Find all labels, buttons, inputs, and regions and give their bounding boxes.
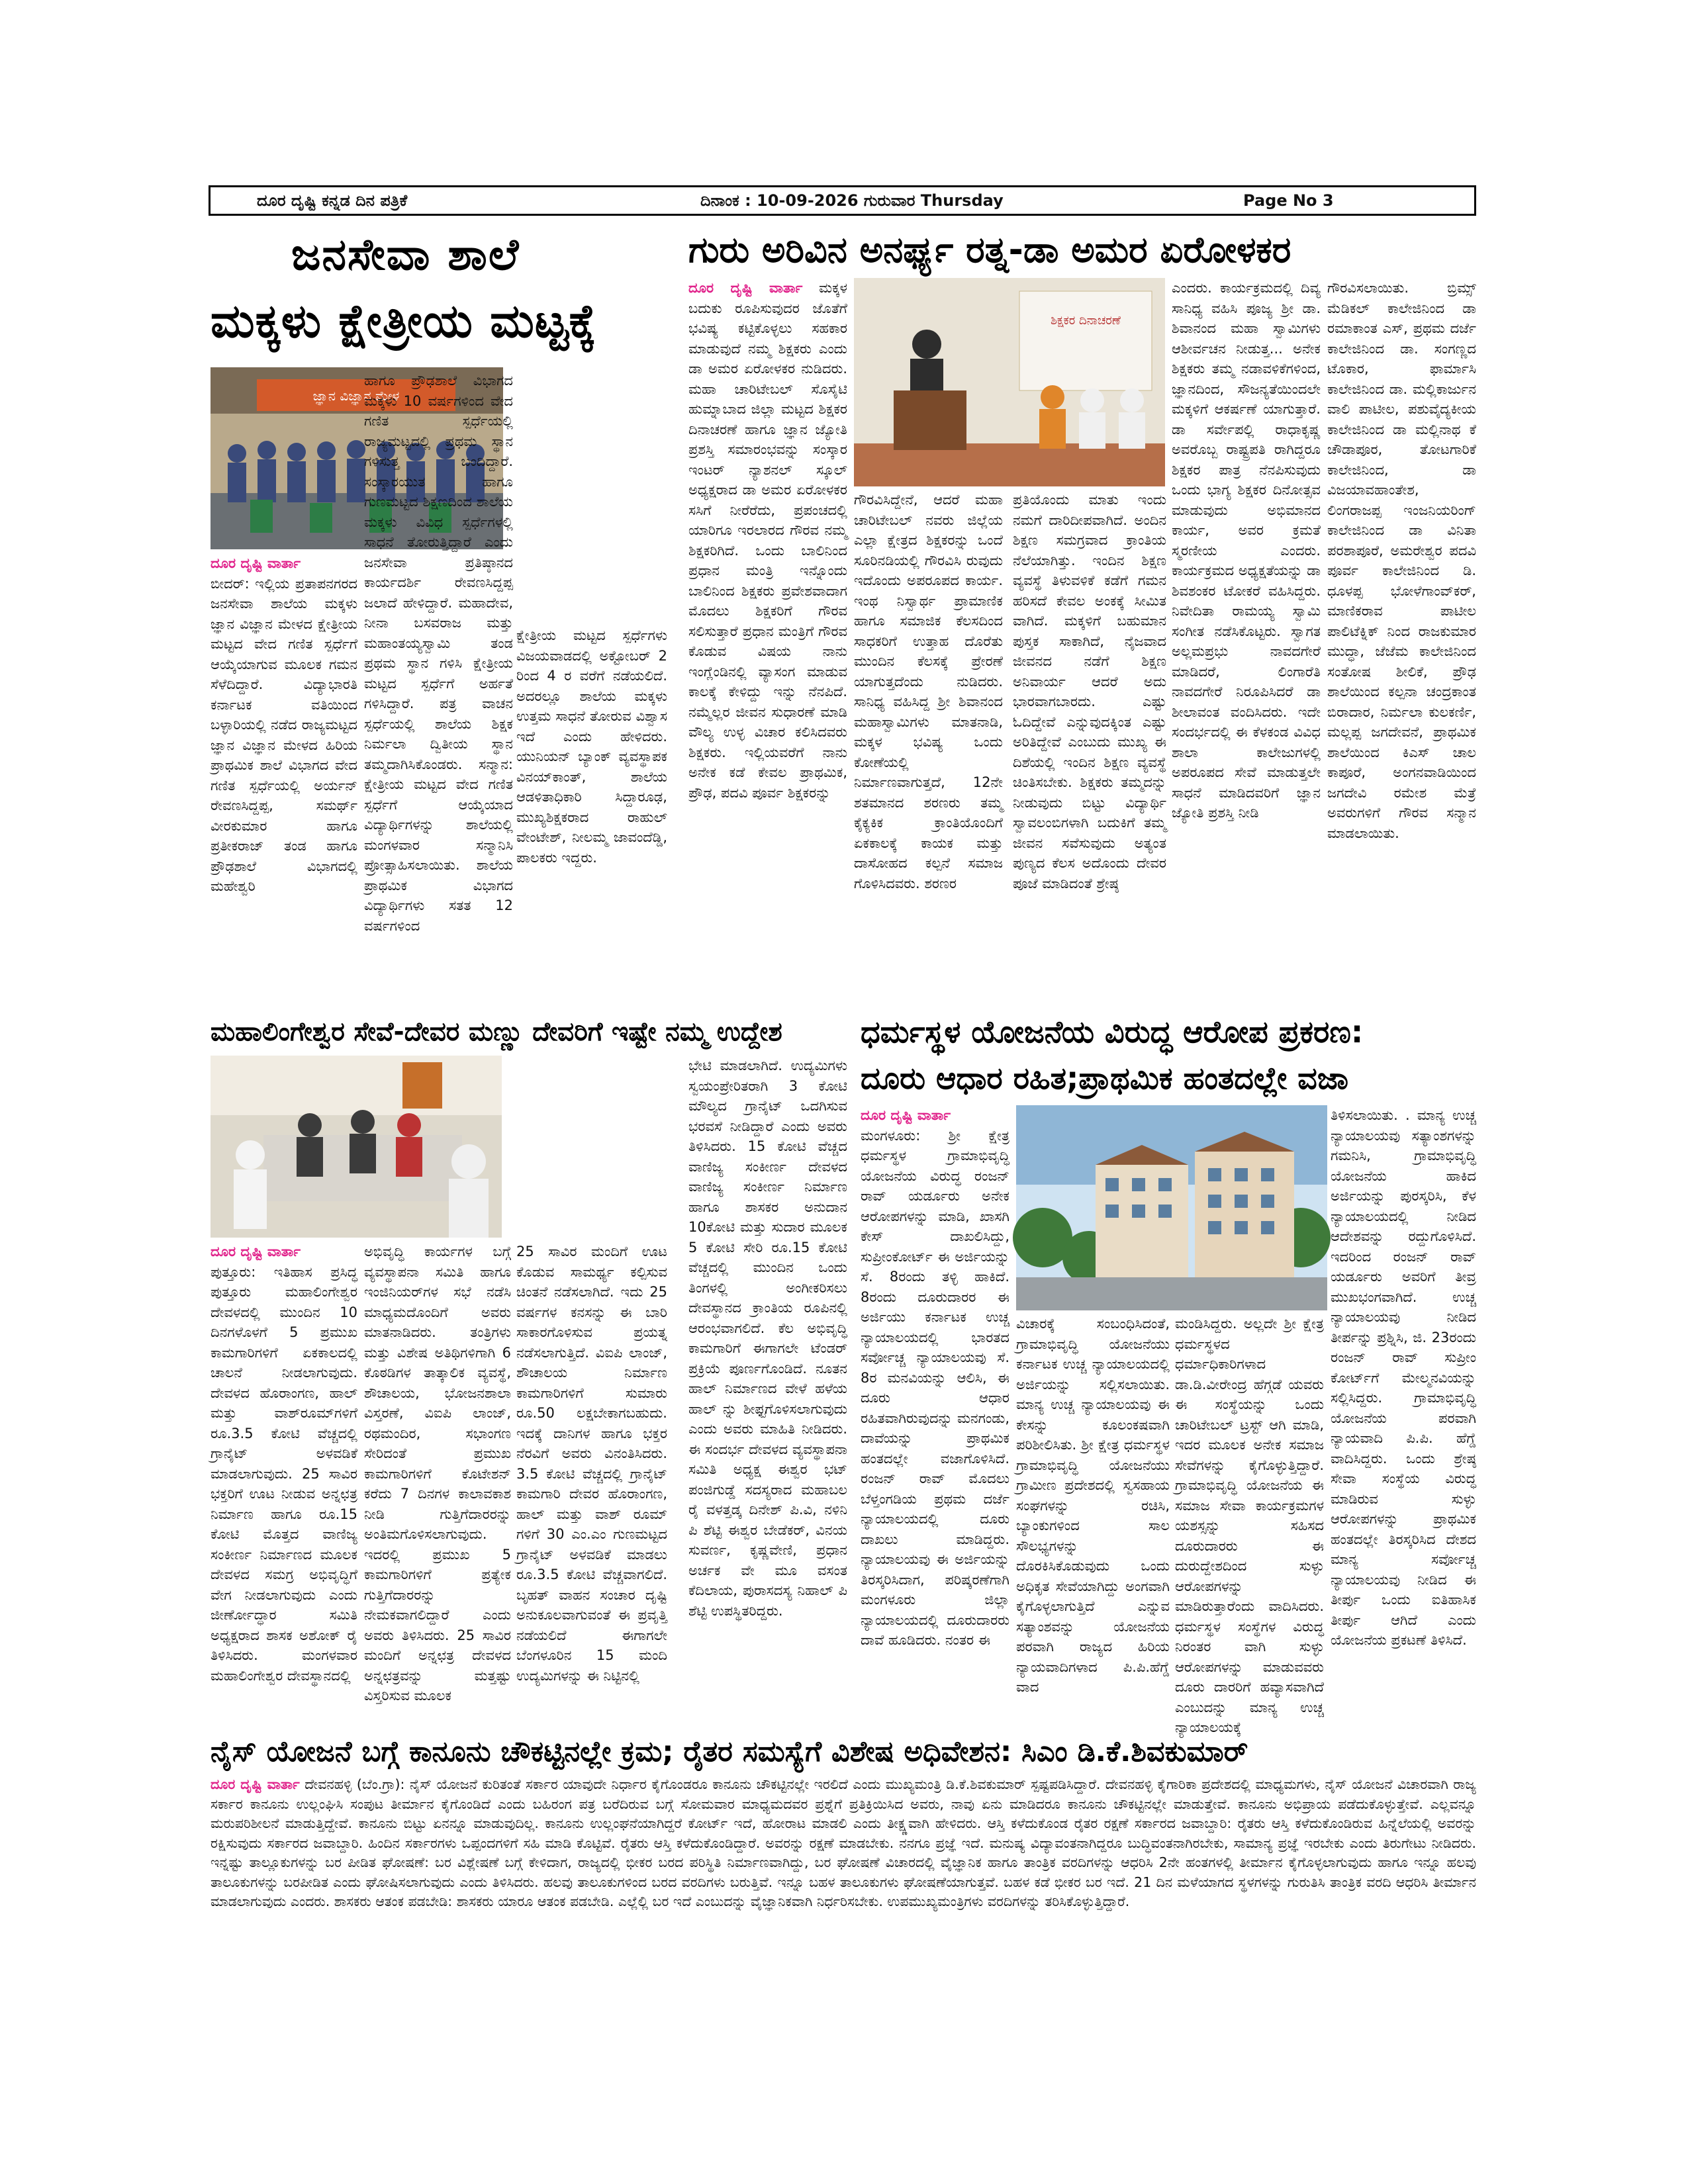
- story3-dateline: ದೂರ ದೃಷ್ಟಿ ವಾರ್ತಾ: [211, 1244, 301, 1259]
- story4-headline-line2: ದೂರು ಆಧಾರ ರಹಿತ;ಪ್ರಾಥಮಿಕ ಹಂತದಲ್ಲೇ ವಜಾ: [861, 1060, 1348, 1096]
- story3-headline: ಮಹಾಲಿಂಗೇಶ್ವರ ಸೇವೆ-ದೇವರ ಮಣ್ಣು ದೇವರಿಗೆ ಇಷ್ಟೇ ನಮ್ಮ ಉದ್ದೇಶ: [211, 1017, 782, 1047]
- story2-dateline: ದೂರ ದೃಷ್ಟಿ ವಾರ್ತಾ: [688, 280, 803, 296]
- story4-photo: [1016, 1105, 1327, 1310]
- story1-headline-line2: ಮಕ್ಕಳು ಕ್ಷೇತ್ರೀಯ ಮಟ್ಟಕ್ಕೆ: [211, 294, 597, 348]
- story1-col1: ದೂರ ದೃಷ್ಟಿ ವಾರ್ತಾ ಬೀದರ್: ಇಲ್ಲಿಯ ಪ್ರತಾಪನಗರದ ಜನಸೇವಾ ಶಾಲೆಯ ಮಕ್ಕಳು ಜ್ಞಾನ ವಿಜ್ಞಾನ ಮೇಳದ ಕ್ಷೇತ್ರೀಯ ಮಟ್ಟದ ವೇದ ಗಣಿತ ಸ್ಪರ್ಧೆಗೆ ಆಯ್ಕೆಯಾಗುವ ಮೂಲಕ ಗಮನ ಸೆಳೆದಿದ್ದಾರೆ. ವಿದ್ಯಾಭಾರತಿ ಕರ್ನಾಟಕ ವತಿಯಿಂದ ಬಳ್ಳಾರಿಯಲ್ಲಿ ನಡೆದ ರಾಜ್ಯಮಟ್ಟದ ಜ್ಞಾನ ವಿಜ್ಞಾನ ಮೇಳದ ಹಿರಿಯ ಪ್ರಾಥಮಿಕ ಶಾಲೆ ವಿಭಾಗದ ವೇದ ಗಣಿತ ಸ್ಪರ್ಧೆಯಲ್ಲಿ ಅರ್ಯನ್ ರೇವಣಸಿದ್ದಪ್ಪ, ಸಮರ್ಥ್ ವೀರಕುಮಾರ ಹಾಗೂ ಪ್ರತೀಕರಾಜ್ ತಂಡ ಹಾಗೂ ಪ್ರೌಢಶಾಲೆ ವಿಭಾಗದಲ್ಲಿ ಮಹೇಶ್ವರಿ: [211, 555, 357, 894]
- story2-col2: ಗೌರವಿಸಿದ್ದೇನೆ, ಆದರೆ ಮಹಾ ಚಾರಿಟೇಬಲ್ ನವರು ಜಿಲ್ಲೆಯ ಎಲ್ಲಾ ಕ್ಷೇತ್ರದ ಶಿಕ್ಷಕರನ್ನು ಒಂದೆ ಸೂರಿನಡಿಯಲ್ಲಿ ಗೌರವಿಸಿ ರುವುದು ಇದೊಂದು ಅಪರೂಪದ ಕಾರ್ಯ. ಇಂಥ ನಿಸ್ವಾರ್ಥ ಪ್ರಾಮಾಣಿಕ ಹಾಗೂ ಸಮಾಜಿಕ ಕೆಲಸದಿಂದ ಸಾಧಕರಿಗೆ ಉತ್ತಾಹ ದೊರೆತು ಮುಂದಿನ ಕೆಲಸಕ್ಕೆ ಪ್ರೇರಣೆ ಯಾಗುತ್ತದೆಂದು ನುಡಿದರು. ಸಾನಿಧ್ಯ ವಹಿಸಿದ್ದ ಶ್ರೀ ಶಿವಾನಂದ ಮಹಾಸ್ವಾಮಿಗಳು ಮಾತನಾಡಿ, ಮಕ್ಕಳ ಭವಿಷ್ಯ ಒಂದು ಕೋಣೆಯಲ್ಲಿ ನಿರ್ಮಾಣವಾಗುತ್ತದೆ, 12ನೇ ಶತಮಾನದ ಶರಣರು ತಮ್ಮ ಕೈಕ್ಯಕಿಕ ಕ್ರಾಂತಿಯೊಂದಿಗೆ ಏಕಕಾಲಕ್ಕೆ ಕಾಯಕ ಮತ್ತು ದಾಸೋಹದ ಕಲ್ಪನೆ ಸಮಾಜ ಗೊಳಿಸಿದವರು. ಶರಣರ: [854, 492, 1003, 891]
- story5-headline: ನೈಸ್ ಯೋಜನೆ ಬಗ್ಗೆ ಕಾನೂನು ಚೌಕಟ್ಟಿನಲ್ಲೇ ಕ್ರಮ; ರೈತರ ಸಮಸ್ಯೆಗೆ ವಿಶೇಷ ಅಧಿವೇಶನ: ಸಿಎಂ ಡಿ.ಕೆ.ಶಿವಕುಮಾರ್: [211, 1735, 1248, 1768]
- story1-headline-line1: ಜನಸೇವಾ ಶಾಲೆ: [291, 229, 520, 280]
- story2-col5: ಗೌರವಿಸಲಾಯಿತು. ಬ್ರಿಮ್ಸ್ ಮೆಡಿಕಲ್ ಕಾಲೇಜಿನಿಂದ ಡಾ ರಮಾಕಾಂತ ಎಸ್, ಪ್ರಥಮ ದರ್ಜೆ ಕಾಲೇಜಿನಿಂದ ಡಾ. ಸಂಗಣ್ಣದ ಟೊಕಾರ, ಫಾರ್ಮಾಸಿ ಕಾಲೇಜಿನಿಂದ ಡಾ. ಮಲ್ಲಿಕಾರ್ಜುನ ವಾಲಿ ಪಾಟೀಲ, ಪಶುವೈದ್ಯಕೀಯ ಕಾಲೇಜಿನಿಂದ ಡಾ ಮಲ್ಲಿನಾಥ ಕೆ ಚೌಡಾಪೂರ, ತೋಟಗಾರಿಕೆ ಕಾಲೇಜಿನಿಂದ, ಡಾ ವಿಜಯಾವಹಾಂತೇಶ, ಲಿಂಗರಾಜಪ್ಪ ಇಂಜನಿಯರಿಂಗ್ ಕಾಲೇಜಿನಿಂದ ಡಾ ವಿನಿತಾ ಪರಶಾಪೂರೆ, ಅಮರೇಶ್ವರ ಪದವಿ ಪೂರ್ವ ಕಾಲೇಜಿನಿಂದ ಡಿ. ಧೂಳಪ್ಪ ಭೋಳೆಗಾಂವ್‌ಕರ್, ಮಾಣಿಕರಾವ ಪಾಟೀಲ ಪಾಲಿಟೆಕ್ನಿಕ್ ನಿಂದ ರಾಜಕುಮಾರ ಮುದ್ಧಾ, ಜೆಜೆಮ ಕಾಲೇಜಿನಿಂದ ಸಂತೋಷ ಶೀಲಿಕೆ, ಪ್ರೌಢ ಶಾಲೆಯಿಂದ ಕಲ್ಪನಾ ಚಂದ್ರಕಾಂತ ಬಿರಾದಾರ, ನಿರ್ಮಲಾ ಕುಲಕರ್ಣಿ, ಮಲ್ಲಪ್ಪ ಜಗದೇವನೆ, ಪ್ರಾಥಮಿಕ ಶಾಲೆಯಿಂದ ಕಿಎಸ್ ಚಾಲ ಕಾಪೂರೆ, ಅಂಗನವಾಡಿಯಿಂದ ಜಗದೇವಿ ರಮೇಶ ಮೆತ್ರೆ ಅವರುಗಳಿಗೆ ಗೌರವ ಸನ್ಮಾನ ಮಾಡಲಾಯಿತು.: [1327, 280, 1476, 841]
- page-number: Page No 3: [1243, 191, 1334, 210]
- story4-headline-line1: ಧರ್ಮಸ್ಥಳ ಯೋಜನೆಯ ವಿರುದ್ಧ ಆರೋಪ ಪ್ರಕರಣ:: [861, 1014, 1364, 1050]
- story4-dateline: ದೂರ ದೃಷ್ಟಿ ವಾರ್ತಾ: [861, 1107, 951, 1123]
- story3-col2: ಅಭಿವೃದ್ಧಿ ಕಾರ್ಯಗಳ ಬಗ್ಗೆ ವ್ಯವಸ್ಥಾಪನಾ ಸಮಿತಿ ಹಾಗೂ ಇಂಜಿನಿಯರ್‌ಗಳ ಸಭೆ ನಡೆಸಿ ಮಾಧ್ಯಮದೊಂದಿಗೆ ಅವರು ಮಾತನಾಡಿದರು. ತಂತ್ರಿಗಳು ಮತ್ತು ವಿಶೇಷ ಅತಿಥಿಗಳಿಗಾಗಿ 6 ಕೊಠಡಿಗಳ ತಾತ್ಕಾಲಿಕ ವ್ಯವಸ್ಥೆ, ಶೌಚಾಲಯ, ಭೋಜನಶಾಲಾ ವಿಸ್ತರಣೆ, ವಿಐಪಿ ಲಾಂಜ್, ರಥಮಂದಿರ, ಸಭಾಂಗಣ ಸೇರಿದಂತೆ ಪ್ರಮುಖ ಕಾಮಗಾರಿಗಳಿಗೆ ಕೊಟೇಶನ್ ಕರೆದು 7 ದಿನಗಳ ಕಾಲಾವಕಾಶ ನೀಡಿ ಗುತ್ತಿಗೆದಾರರನ್ನು ಅಂತಿಮಗೊಳಿಸಲಾಗುವುದು. ಇದರಲ್ಲಿ ಪ್ರಮುಖ 5 ಕಾಮಗಾರಿಗಳಿಗೆ ಪ್ರತ್ಯೇಕ ಗುತ್ತಿಗೆದಾರರನ್ನು ನೇಮಕವಾಗಲಿದ್ದಾರೆ ಎಂದು ಅವರು ತಿಳಿಸಿದರು. 25 ಸಾವಿರ ಮಂದಿಗೆ ಅನ್ನಛತ್ರ ದೇವಳದ ಅನ್ನಛತ್ರವನ್ನು ಮತ್ತಷ್ಟು ವಿಸ್ತರಿಸುವ ಮೂಲಕ: [364, 1244, 511, 1704]
- story2-col4: ಎಂದರು. ಕಾರ್ಯಕ್ರಮದಲ್ಲಿ ದಿವ್ಯ ಸಾನಿಧ್ಯ ವಹಿಸಿ ಪೂಜ್ಯ ಶ್ರೀ ಡಾ. ಶಿವಾನಂದ ಮಹಾ ಸ್ವಾಮಿಗಳು ಆಶೀರ್ವಚನ ನೀಡುತ್ತ... ಅನೇಕ ಶಿಕ್ಷಕರು ತಮ್ಮ ನಡಾವಳಿಕೆಗಳಿಂದ, ಜ್ಞಾನದಿಂದ, ಸೌಜನ್ಯತೆಯಿಂದಲೇ ಮಕ್ಕಳಿಗೆ ಆಕರ್ಷಣೆ ಯಾಗುತ್ತಾರೆ. ಡಾ ಸರ್ವೇಪಲ್ಲಿ ರಾಧಾಕೃಷ್ಣ ಅವರೊಬ್ಬ ರಾಷ್ಟ್ರಪತಿ ರಾಗಿದ್ದರೂ ಶಿಕ್ಷಕರ ಪಾತ್ರ ನೆನಪಿಸುವುದು ಒಂದು ಭಾಗ್ಯ ಶಿಕ್ಷಕರ ದಿನೋತ್ಸವ ಮಾಡುವುದು ಅಭಿಮಾನದ ಕಾರ್ಯ, ಅವರ ಕ್ರಮತೆ ಸ್ಮರಣೀಯ ಎಂದರು. ಕಾರ್ಯಕ್ರಮದ ಅಧ್ಯಕ್ಷತೆಯನ್ನು ಡಾ ಶಿವಶಂಕರ ಟೋಕರೆ ವಹಿಸಿದ್ದರು. ನಿವೇದಿತಾ ರಾಮಯ್ಯ ಸ್ವಾಮಿ ಸಂಗೀತ ನಡೆಸಿಕೊಟ್ಟರು. ಸ್ವಾಗತ ಅಲ್ಲಮಪ್ರಭು ನಾವದಗೇರೆ ಮಾಡಿದರೆ, ಲಿಂಗಾರೆತಿ ನಾವದಗೇರೆ ನಿರೂಪಿಸಿದರೆ ಡಾ ಶೀಲಾವಂತ ವಂದಿಸಿದರು. ಇದೇ ಸಂದರ್ಭದಲ್ಲಿ ಈ ಕೆಳಕಂಡ ವಿವಿಧ ಶಾಲಾ ಕಾಲೇಜುಗಳಲ್ಲಿ ಅಪರೂಪದ ಸೇವೆ ಮಾಡುತ್ತಲೇ ಸಾಧನೆ ಮಾಡಿದವರಿಗೆ ಜ್ಞಾನ ಜ್ಯೋತಿ ಪ್ರಶಸ್ತಿ ನೀಡಿ: [1172, 280, 1321, 821]
- masthead-bar: [209, 185, 1476, 216]
- story1-dateline: ದೂರ ದೃಷ್ಟಿ ವಾರ್ತಾ: [211, 555, 301, 571]
- story1-col2: ಹಾಗೂ ಪ್ರೌಢಶಾಲೆ ವಿಭಾಗದ ಮಕ್ಕಳು 10 ವರ್ಷಗಳಿಂದ ವೇದ ಗಣಿತ ಸ್ಪರ್ಧೆಯಲ್ಲಿ ರಾಜ್ಯಮಟ್ಟದಲ್ಲಿ ಪ್ರಥಮ ಸ್ಥಾನ ಗಳಿಸುತ್ತ ಬಂದಿದ್ದಾರೆ. ಸಂಸ್ಕಾರಯುತ ಹಾಗೂ ಗುಣಮಟ್ಟದ ಶಿಕ್ಷಣದಿಂದ ಶಾಲೆಯ ಮಕ್ಕಳು ವಿವಿಧ ಸ್ಪರ್ಧೆಗಳಲ್ಲಿ ಸಾಧನೆ ತೋರುತ್ತಿದ್ದಾರೆ ಎಂದು ಜನಸೇವಾ ಪ್ರತಿಷ್ಠಾನದ ಕಾರ್ಯದರ್ಶಿ ರೇವಣಸಿದ್ದಪ್ಪ ಜಲಾದೆ ಹೇಳಿದ್ದಾರೆ. ಮಹಾದೇವ, ನೀನಾ ಬಸವರಾಜ ಮತ್ತು ಮಹಾಂತಯ್ಯಸ್ವಾಮಿ ತಂಡ ಪ್ರಥಮ ಸ್ಥಾನ ಗಳಿಸಿ ಕ್ಷೇತ್ರೀಯ ಮಟ್ಟದ ಸ್ಪರ್ಧೆಗೆ ಅರ್ಹತೆ ಗಳಿಸಿದ್ದಾರೆ. ಪತ್ರ ವಾಚನ ಸ್ಪರ್ಧೆಯಲ್ಲಿ ಶಾಲೆಯ ಶಿಕ್ಷಕ ನಿರ್ಮಲಾ ದ್ವಿತೀಯ ಸ್ಥಾನ ತಮ್ಮದಾಗಿಸಿಕೊಂಡರು. ಸನ್ಮಾನ: ಕ್ಷೇತ್ರೀಯ ಮಟ್ಟದ ವೇದ ಗಣಿತ ಸ್ಪರ್ಧೆಗೆ ಆಯ್ಕೆಯಾದ ವಿದ್ಯಾರ್ಥಿಗಳನ್ನು ಶಾಲೆಯಲ್ಲಿ ಮಂಗಳವಾರ ಸನ್ಮಾನಿಸಿ ಪ್ರೋತ್ಸಾಹಿಸಲಾಯಿತು. ಶಾಲೆಯ ಪ್ರಾಥಮಿಕ ವಿಭಾಗದ ವಿದ್ಯಾರ್ಥಿಗಳು ಸತತ 12 ವರ್ಷಗಳಿಂದ: [364, 373, 513, 934]
- story3-col4: ಭೇಟಿ ಮಾಡಲಾಗಿದೆ. ಉದ್ಯಮಿಗಳು ಸ್ವಯಂಪ್ರೇರಿತರಾಗಿ 3 ಕೋಟಿ ಮೌಲ್ಯದ ಗ್ರಾನೈಟ್ ಒದಗಿಸುವ ಭರವಸೆ ನೀಡಿದ್ದಾರೆ ಎಂದು ಅವರು ತಿಳಿಸಿದರು. 15 ಕೋಟಿ ವೆಚ್ಚದ ವಾಣಿಜ್ಯ ಸಂಕೀರ್ಣ ದೇವಳದ ವಾಣಿಜ್ಯ ಸಂಕೀರ್ಣ ನಿರ್ಮಾಣ ಹಾಗೂ ಶಾಸಕರ ಅನುದಾನ 10ಕೋಟಿ ಮತ್ತು ಸುದಾರ ಮೂಲಕ 5 ಕೋಟಿ ಸೇರಿ ರೂ.15 ಕೋಟಿ ವೆಚ್ಚದಲ್ಲಿ ಮುಂದಿನ ಒಂದು ತಿಂಗಳಲ್ಲಿ ಅಂಗೀಕರಿಸಲು ದೇವಸ್ಥಾನದ ಕ್ರಾಂತಿಯ ರೂಪಿನಲ್ಲಿ ಆರಂಭವಾಗಲಿದೆ. ಕೆಲ ಅಭಿವೃದ್ಧಿ ಕಾಮಗಾರಿಗೆ ಈಗಾಗಲೇ ಟೆಂಡರ್ ಪ್ರಕ್ರಿಯೆ ಪೂರ್ಣಗೊಂಡಿದೆ. ನೂತನ ಹಾಲ್ ನಿರ್ಮಾಣದ ವೇಳೆ ಹಳೆಯ ಹಾಲ್ ನ್ನು ಶೀಫ್ಟಗೊಳಿಸಲಾಗುವುದು ಎಂದು ಅವರು ಮಾಹಿತಿ ನೀಡಿದರು. ಈ ಸಂದರ್ಭ ದೇವಳದ ವ್ಯವಸ್ಥಾಪನಾ ಸಮಿತಿ ಅಧ್ಯಕ್ಷ ಈಶ್ವರ ಭಟ್ ಪಂಜಿಗುಡ್ಡೆ ಸದಸ್ಯರಾದ ಮಹಾಬಲ ರೈ ವಳತ್ತಡ್ಕ ದಿನೇಶ್ ಪಿ.ವಿ, ನಳಿನಿ ಪಿ ಶೆಟ್ಟಿ ಈಶ್ವರ ಬೇಡೆಕರ್, ವಿನಯ ಸುವರ್ಣ, ಕೃಷ್ಣವೇಣಿ, ಪ್ರಧಾನ ಅರ್ಚಕ ವೇ ಮೂ ವಸಂತ ಕೆದಿಲಾಯ, ಪುರಾಸದಸ್ಯ ನಿಹಾಲ್ ಪಿ ಶೆಟ್ಟಿ ಉಪಸ್ಥಿತರಿದ್ದರು.: [688, 1058, 847, 1619]
- meeting-photo: [211, 1056, 502, 1238]
- svg-text:ಜ್ಞಾನ ವಿಜ್ಞಾನ ಮೇಳ: ಜ್ಞಾನ ವಿಜ್ಞಾನ ಮೇಳ: [312, 388, 400, 404]
- story5-body: ದೂರ ದೃಷ್ಟಿ ವಾರ್ತಾ ದೇವನಹಳ್ಳಿ (ಬೆಂ.ಗ್ರಾ): ನೈಸ್ ಯೋಜನೆ ಕುರಿತಂತೆ ಸರ್ಕಾರ ಯಾವುದೇ ನಿರ್ಧಾರ ಕೈಗೊಂಡರೂ ಕಾನೂನು ಚೌಕಟ್ಟಿನಲ್ಲೇ ಇರಲಿದೆ ಎಂದು ಮುಖ್ಯಮಂತ್ರಿ ಡಿ.ಕೆ.ಶಿವಕುಮಾರ್ ಸ್ಪಷ್ಟಪಡಿಸಿದ್ದಾರೆ. ದೇವನಹಳ್ಳಿ ಕೈಗಾರಿಕಾ ಪ್ರದೇಶದಲ್ಲಿ ಮಾಧ್ಯಮಗಳು, ನೈಸ್ ಯೋಜನೆ ವಿಚಾರವಾಗಿ ರಾಜ್ಯ ಸರ್ಕಾರ ಕಾನೂನು ಉಲ್ಲಂಘಿಸಿ ಸಂಪುಟ ತೀರ್ಮಾನ ಕೈಗೊಂಡಿದೆ ಎಂದು ಬಹಿರಂಗ ಪತ್ರ ಬರೆದಿರುವ ಬಗ್ಗೆ ಸೋಮವಾರ ಮಾಧ್ಯಮದವರ ಪ್ರಶ್ನೆಗೆ ಪ್ರತಿಕ್ರಿಯಿಸಿದ ಅವರು, ನಾವು ಏನು ಮಾಡಿದರೂ ಕಾನೂನು ಚೌಕಟ್ಟಿನಲ್ಲೇ ಮಾಡುತ್ತೇವೆ. ಕಾನೂನು ಅಭಿಪ್ರಾಯ ಪಡೆದುಕೊಳ್ಳುತ್ತೇವೆ. ಎಲ್ಲವನ್ನೂ ಮರುಪರಿಶೀಲನೆ ಮಾಡುತ್ತಿದ್ದೇವೆ. ಕಾನೂನು ಬಿಟ್ಟು ಏನನ್ನೂ ಮಾಡುವುದಿಲ್ಲ. ಕಾನೂನು ಉಲ್ಲಂಘನೆಯಾಗಿದ್ದರೆ ಕೋರ್ಟ್ ಇದೆ, ಹೋರಾಟ ಮಾಡಲಿ ಎಂದು ತೀಕ್ಷ್ಣವಾಗಿ ಹೇಳಿದರು. ಆಸ್ತಿ ಕಳೆದುಕೊಂಡ ರೈತರ ರಕ್ಷಣೆ ಸರ್ಕಾರದ ಜವಾಬ್ದಾರಿ: ರೈತರು ಆಸ್ತಿ ಕಳೆದುಕೊಂಡಿರುವ ಹಿನ್ನೆಲೆಯಲ್ಲಿ ಅವರನ್ನು ರಕ್ಷಿಸುವುದು ಸರ್ಕಾರದ ಜವಾಬ್ದಾರಿ. ಹಿಂದಿನ ಸರ್ಕಾರಗಳು ಒಪ್ಪಂದಗಳಿಗೆ ಸಹಿ ಮಾಡಿ ಕೊಟ್ಟಿವೆ. ರೈತರು ಆಸ್ತಿ ಕಳೆದುಕೊಂಡಿದ್ದಾರೆ. ಅವರನ್ನು ರಕ್ಷಣೆ ಮಾಡಬೇಕು. ನನಗೂ ಪ್ರಜ್ಞೆ ಇದೆ. ಮನುಷ್ಯ ವಿದ್ಯಾವಂತನಾಗಿದ್ದರೂ ಬುದ್ಧಿವಂತನಾಗಿರಬೇಕು, ಸಾಮಾನ್ಯ ಪ್ರಜ್ಞೆ ಇರಬೇಕು ಎಂದು ತಿರುಗೇಟು ನೀಡಿದರು. ಇನ್ನಷ್ಟು ತಾಲ್ಲೂಕುಗಳನ್ನು ಬರ ಪೀಡಿತ ಘೋಷಣೆ: ಬರ ವಿಶ್ಲೇಷಣೆ ಬಗ್ಗೆ ಕೇಳಿದಾಗ, ರಾಜ್ಯದಲ್ಲಿ ಭೀಕರ ಬರದ ಪರಿಸ್ಥಿತಿ ನಿರ್ಮಾಣವಾಗಿದ್ದು, ಬರ ಘೋಷಣೆ ವಿಚಾರದಲ್ಲಿ ವೈಜ್ಞಾನಿಕ ಹಾಗೂ ತಾಂತ್ರಿಕ ವರದಿಗಳನ್ನು ಆಧರಿಸಿ 2ನೇ ಹಂತಗಳಲ್ಲಿ ತೀರ್ಮಾನ ಕೈಗೊಳ್ಳಲಾಗುವುದು ಹಾಗೂ ಇನ್ನೂ ಹಲವು ತಾಲೂಕುಗಳನ್ನು ಬರಪೀಡಿತ ಎಂದು ಘೋಷಿಸಲಾಗುವುದು ಎಂದು ತಿಳಿಸಿದರು. ಹಲವು ತಾಲೂಕುಗಳಿಂದ ಬರದ ವರದಿಗಳು ಬರುತ್ತಿವೆ. ಇನ್ನೂ ಬಹಳ ತಾಲೂಕುಗಳು ಘೋಷಣೆಯಾಗುತ್ತವೆ. ಬಹಳ ಕಡೆ ಭೀಕರ ಬರ ಇದೆ. 21 ದಿನ ಮಳೆಯಾಗದ ಸ್ಥಳಗಳನ್ನು ಗುರುತಿಸಿ ತಾಂತ್ರಿಕ ವರದಿ ಆಧರಿಸಿ ತೀರ್ಮಾನ ಮಾಡಲಾಗುವುದು ಎಂದರು. ಶಾಸಕರು ಆತಂಕ ಪಡಬೇಡಿ: ಶಾಸಕರು ಯಾರೂ ಆತಂಕ ಪಡಬೇಡಿ. ಎಲ್ಲೆಲ್ಲಿ ಬರ ಇದೆ ಎಂಬುದನ್ನು ವೈಜ್ಞಾನಿಕವಾಗಿ ನಿರ್ಧರಿಸಬೇಕು. ಉಪಮುಖ್ಯಮಂತ್ರಿಗಳು ವರದಿಗಳನ್ನು ತರಿಸಿಕೊಳ್ಳುತ್ತಿದ್ದಾರೆ.: [211, 1776, 1477, 1909]
- story3-photo: [211, 1056, 502, 1238]
- paper-name: ದೂರ ದೃಷ್ಟಿ ಕನ್ನಡ ದಿನ ಪತ್ರಿಕೆ: [257, 191, 408, 210]
- story1-col3: ಕ್ಷೇತ್ರೀಯ ಮಟ್ಟದ ಸ್ಪರ್ಧೆಗಳು ವಿಜಯವಾಡದಲ್ಲಿ ಅಕ್ಟೋಬರ್ 2 ರಿಂದ 4 ರ ವರೆಗೆ ನಡೆಯಲಿದೆ. ಅದರಲ್ಲೂ ಶಾಲೆಯ ಮಕ್ಕಳು ಉತ್ತಮ ಸಾಧನೆ ತೋರುವ ವಿಶ್ವಾಸ ಇದೆ ಎಂದು ಹೇಳಿದರು. ಯುನಿಯನ್ ಬ್ಯಾಂಕ್ ವ್ಯವಸ್ಥಾಪಕ ವಿನಯ್‌ಕಾಂತ್, ಶಾಲೆಯ ಆಡಳಿತಾಧಿಕಾರಿ ಸಿದ್ದಾರೂಢ, ಮುಖ್ಯಶಿಕ್ಷಕರಾದ ರಾಹುಲ್ ವೇಂಟೇಶ್, ನೀಲಮ್ಮ ಜಾವಂದೆಡ್ಡಿ, ಪಾಲಕರು ಇದ್ದರು.: [516, 627, 667, 866]
- story4-col2: ವಿಚಾರಕ್ಕೆ ಸಂಬಂಧಿಸಿದಂತೆ, ಗ್ರಾಮಾಭಿವೃದ್ಧಿ ಯೋಜನೆಯು ಕರ್ನಾಟಕ ಉಚ್ಚ ನ್ಯಾಯಾಲಯದಲ್ಲಿ ಅರ್ಜಿಯನ್ನು ಸಲ್ಲಿಸಲಾಯಿತು. ಮಾನ್ಯ ಉಚ್ಚ ನ್ಯಾಯಾಲಯವು ಈ ಕೇಸನ್ನು ಕೂಲಂಕಷವಾಗಿ ಪರಿಶೀಲಿಸಿತು. ಶ್ರೀ ಕ್ಷೇತ್ರ ಧರ್ಮಸ್ಥಳ ಗ್ರಾಮಾಭಿವೃದ್ಧಿ ಯೋಜನೆಯು ಗ್ರಾಮೀಣ ಪ್ರದೇಶದಲ್ಲಿ ಸ್ವಸಹಾಯ ಸಂಘಗಳನ್ನು ರಚಿಸಿ, ಬ್ಯಾಂಕುಗಳಿಂದ ಸಾಲ ಸೌಲಭ್ಯಗಳನ್ನು ದೊರಕಿಸಿಕೊಡುವುದು ಒಂದು ಅಧಿಕೃತ ಸೇವೆಯಾಗಿದ್ದು ಅಂಗವಾಗಿ ಕೈಗೊಳ್ಳಲಾಗುತ್ತಿದೆ ಎನ್ನುವ ಸತ್ಯಾಂಶವನ್ನು ಯೋಜನೆಯ ಪರವಾಗಿ ರಾಜ್ಯದ ಹಿರಿಯ ನ್ಯಾಯವಾದಿಗಳಾದ ಪಿ.ಪಿ.ಹೆಗ್ಡೆ ವಾದ: [1016, 1316, 1170, 1695]
- story2-photo: [854, 278, 1165, 486]
- svg-text:ಶಿಕ್ಷಕರ ದಿನಾಚರಣೆ: ಶಿಕ್ಷಕರ ದಿನಾಚರಣೆ: [1051, 314, 1121, 328]
- story3-col1: ದೂರ ದೃಷ್ಟಿ ವಾರ್ತಾ ಪುತ್ತೂರು: ಇತಿಹಾಸ ಪ್ರಸಿದ್ಧ ಪುತ್ತೂರು ಮಹಾಲಿಂಗೇಶ್ವರ ದೇವಳದಲ್ಲಿ ಮುಂದಿನ 10 ದಿನಗಳೊಳಗೆ 5 ಪ್ರಮುಖ ಕಾಮಗಾರಿಗಳಿಗೆ ಏಕಕಾಲದಲ್ಲಿ ಚಾಲನೆ ನೀಡಲಾಗುವುದು. ದೇವಳದ ಹೊರಾಂಗಣ, ಹಾಲ್ ಮತ್ತು ವಾಶ್‌ರೂಮ್‌ಗಳಿಗೆ ರೂ.3.5 ಕೋಟಿ ವೆಚ್ಚದಲ್ಲಿ ಗ್ರಾನೈಟ್ ಅಳವಡಿಕೆ ಮಾಡಲಾಗುವುದು. 25 ಸಾವಿರ ಭಕ್ತರಿಗೆ ಊಟ ನೀಡುವ ಅನ್ನಛತ್ರ ನಿರ್ಮಾಣ ಹಾಗೂ ರೂ.15 ಕೋಟಿ ಮೊತ್ತದ ವಾಣಿಜ್ಯ ಸಂಕೀರ್ಣ ನಿರ್ಮಾಣದ ಮೂಲಕ ದೇವಳದ ಸಮಗ್ರ ಅಭಿವೃದ್ಧಿಗೆ ವೇಗ ನೀಡಲಾಗುವುದು ಎಂದು ಜೀರ್ಣೋದ್ಧಾರ ಸಮಿತಿ ಅಧ್ಯಕ್ಷರಾದ ಶಾಸಕ ಅಶೋಕ್ ರೈ ತಿಳಿಸಿದರು. ಮಂಗಳವಾರ ಮಹಾಲಿಂಗೇಶ್ವರ ದೇವಸ್ಥಾನದಲ್ಲಿ: [211, 1244, 357, 1684]
- story2-col1: ದೂರ ದೃಷ್ಟಿ ವಾರ್ತಾ ಮಕ್ಕಳ ಬದುಕು ರೂಪಿಸುವುದರ ಜೊತೆಗೆ ಭವಿಷ್ಯ ಕಟ್ಟಿಕೊಳ್ಳಲು ಸಹಕಾರ ಮಾಡುವುದೆ ನಮ್ಮ ಶಿಕ್ಷಕರು ಎಂದು ಡಾ ಅಮರ ಏರೋಳಕರ ನುಡಿದರು. ಮಹಾ ಚಾರಿಟೇಬಲ್ ಸೊಸೈಟಿ ಹುಮ್ನಾಬಾದ ಜಿಲ್ಲಾ ಮಟ್ಟದ ಶಿಕ್ಷಕರ ದಿನಾಚರಣೆ ಹಾಗೂ ಜ್ಞಾನ ಜ್ಯೋತಿ ಪ್ರಶಸ್ತಿ ಸಮಾರಂಭವನ್ನು ಸಂಸ್ಕಾರ ಇಂಟರ್ ನ್ಯಾಶನಲ್ ಸ್ಕೂಲ್ ಅಧ್ಯಕ್ಷರಾದ ಡಾ ಅಮರ ಏರೋಳಕರ ಸಸಿಗೆ ನೀರೆರೆದು, ಪ್ರಪಂಚದಲ್ಲಿ ಯಾರಿಗೂ ಇರಲಾರದ ಗೌರವ ನಮ್ಮ ಶಿಕ್ಷಕರಿಗಿದೆ. ಒಂದು ಬಾಲಿನಿಂದ ಪ್ರಧಾನ ಮಂತ್ರಿ ಇನ್ನೊಂದು ಬಾಲಿನಿಂದ ಶಿಕ್ಷಕರು ಪ್ರವೇಶವಾದಾಗ ಮೊದಲು ಶಿಕ್ಷಕರಿಗೆ ಗೌರವ ಸಲಿಸುತ್ತಾರೆ ಪ್ರಧಾನ ಮಂತ್ರಿಗೆ ಗೌರವ ಕೊಡುವ ವಿಷಯ ನಾನು ಇಂಗ್ಲೆಂಡಿನಲ್ಲಿ ವ್ಯಾಸಂಗ ಮಾಡುವ ಕಾಲಕ್ಕೆ ಕೇಳಿದ್ದು ಇನ್ನು ನೆನಪಿದೆ. ನಮ್ಮೆಲ್ಲರ ಜೀವನ ಸುಧಾರಣೆ ಮಾಡಿ ವೌಲ್ಯ ಉಳ್ಳ ವಿಚಾರ ಕಲಿಸಿದವರು ಶಿಕ್ಷಕರು. ಇಲ್ಲಿಯವರೆಗೆ ನಾನು ಅನೇಕ ಕಡೆ ಕೇವಲ ಪ್ರಾಥಮಿಕ, ಪ್ರೌಢ, ಪದವಿ ಪೂರ್ವ ಶಿಕ್ಷಕರನ್ನು: [688, 280, 847, 801]
- dharmasthala-building-photo: [1016, 1105, 1327, 1310]
- story2-col3: ಪ್ರತಿಯೊಂದು ಮಾತು ಇಂದು ನಮಗೆ ದಾರಿದೀಪವಾಗಿದೆ. ಅಂದಿನ ಶಿಕ್ಷಣ ಸಮಗ್ರವಾದ ಕ್ರಾಂತಿಯ ನೆಲೆಯಾಗಿತ್ತು. ಇಂದಿನ ಶಿಕ್ಷಣ ವ್ಯವಸ್ಥೆ ತಿಳುವಳಿಕೆ ಕಡೆಗೆ ಗಮನ ಹರಿಸದೆ ಕೇವಲ ಅಂಕಕ್ಕೆ ಸೀಮಿತ ವಾಗಿದೆ. ಮಕ್ಕಳಿಗೆ ಬಹುಮಾನ ಪುಸ್ತಕ ಸಾಕಾಗಿದೆ, ನೈಜವಾದ ಜೀವನದ ನಡೆಗೆ ಶಿಕ್ಷಣ ಅನಿವಾರ್ಯ ಆದರೆ ಅದು ಭಾರವಾಗಬಾರದು. ಎಷ್ಟು ಓದಿದ್ದೇವೆ ಎನ್ನುವುದಕ್ಕಿಂತ ಎಷ್ಟು ಅರಿತಿದ್ದೇವೆ ಎಂಬುದು ಮುಖ್ಯ ಈ ದಿಶೆಯಲ್ಲಿ ಇಂದಿನ ಶಿಕ್ಷಣ ವ್ಯವಸ್ಥೆ ಚಿಂತಿಸಬೇಕು. ಶಿಕ್ಷಕರು ತಮ್ಮದನ್ನು ನೀಡುವುದು ಬಿಟ್ಟು ವಿದ್ಯಾರ್ಥಿ ಸ್ವಾವಲಂಬಿಗಳಾಗಿ ಬದುಕಿಗೆ ತಮ್ಮ ಜೀವನ ಸವೆಸುವುದು ಅತ್ಯಂತ ಪುಣ್ಯದ ಕೆಲಸ ಅದೊಂದು ದೇವರ ಪೂಜೆ ಮಾಡಿದಂತೆ ಶ್ರೇಷ್ಠ: [1013, 492, 1166, 891]
- story4-col4: ತಿಳಿಸಲಾಯಿತು. . ಮಾನ್ಯ ಉಚ್ಚ ನ್ಯಾಯಾಲಯವು ಸತ್ಯಾಂಶಗಳನ್ನು ಗಮನಿಸಿ, ಗ್ರಾಮಾಭಿವೃದ್ಧಿ ಯೋಜನೆಯ ಹಾಕಿದ ಅರ್ಜಿಯನ್ನು ಪುರಸ್ಕರಿಸಿ, ಕೆಳ ನ್ಯಾಯಾಲಯದಲ್ಲಿ ನೀಡಿದ ಆದೇಶವನ್ನು ರದ್ದುಗೊಳಿಸಿದೆ. ಇದರಿಂದ ರಂಜನ್ ರಾವ್ ಯರ್ಡೂರು ಅವರಿಗೆ ತೀವ್ರ ಮುಖಭಂಗವಾಗಿದೆ. ಉಚ್ಚ ನ್ಯಾಯಾಲಯವು ನೀಡಿದ ತೀರ್ಪನ್ನು ಪ್ರಶ್ನಿಸಿ, ಜಿ. 23ರಂದು ರಂಜನ್ ರಾವ್ ಸುಪ್ರೀಂ ಕೋರ್ಟ್‌ಗೆ ಮೇಲ್ಮನವಿಯನ್ನು ಸಲ್ಲಿಸಿದ್ದರು. ಗ್ರಾಮಾಭಿವೃದ್ಧಿ ಯೋಜನೆಯ ಪರವಾಗಿ ನ್ಯಾಯವಾದಿ ಪಿ.ಪಿ. ಹೆಗ್ಡೆ ವಾದಿಸಿದ್ದರು. ಒಂದು ಶ್ರೇಷ್ಠ ಸೇವಾ ಸಂಸ್ಥೆಯ ವಿರುದ್ಧ ಮಾಡಿರುವ ಸುಳ್ಳು ಆರೋಪಗಳನ್ನು ಪ್ರಾಥಮಿಕ ಹಂತದಲ್ಲೇ ತಿರಸ್ಕರಿಸಿದ ದೇಶದ ಮಾನ್ಯ ಸರ್ವೋಚ್ಚ ನ್ಯಾಯಾಲಯವು ನೀಡಿದ ಈ ತೀರ್ಪು ಒಂದು ಐತಿಹಾಸಿಕ ತೀರ್ಪು ಆಗಿದೆ ಎಂದು ಯೋಜನೆಯ ಪ್ರಕಟಣೆ ತಿಳಿಸಿದೆ.: [1331, 1107, 1476, 1648]
- story3-col3: 25 ಸಾವಿರ ಮಂದಿಗೆ ಊಟ ಕೊಡುವ ಸಾಮರ್ಥ್ಯ ಕಲ್ಪಿಸುವ ಚಿಂತನೆ ನಡೆಸಲಾಗಿದೆ. ಇದು 25 ವರ್ಷಗಳ ಕನಸನ್ನು ಈ ಬಾರಿ ಸಾಕಾರಗೊಳಿಸುವ ಪ್ರಯತ್ನ ನಡೆಸಲಾಗುತ್ತಿದೆ. ವಿಐಪಿ ಲಾಂಜ್, ಶೌಚಾಲಯ ನಿರ್ಮಾಣ ಕಾಮಗಾರಿಗಳಿಗೆ ಸುಮಾರು ರೂ.50 ಲಕ್ಷಬೇಕಾಗಬಹುದು. ಇದಕ್ಕೆ ದಾನಿಗಳ ಹಾಗೂ ಭಕ್ತರ ನೆರವಿಗೆ ಅವರು ವಿನಂತಿಸಿದರು. 3.5 ಕೋಟಿ ವೆಚ್ಚದಲ್ಲಿ ಗ್ರಾನೈಟ್ ಕಾಮಗಾರಿ ದೇವರ ಹೊರಾಂಗಣ, ಹಾಲ್ ಮತ್ತು ವಾಶ್ ರೂಮ್ ಗಳಿಗೆ 30 ಎಂ.ಎಂ ಗುಣಮಟ್ಟದ ಗ್ರಾನೈಟ್ ಅಳವಡಿಕೆ ಮಾಡಲು ರೂ.3.5 ಕೋಟಿ ವೆಚ್ಚವಾಗಲಿದೆ. ಬೃಹತ್ ವಾಹನ ಸಂಚಾರ ದೃಷ್ಟಿ ಅನುಕೂಲವಾಗುವಂತೆ ಈ ಪ್ರವೃತ್ತಿ ನಡೆಯಲಿದೆ ಈಗಾಗಲೇ ಬೆಂಗಳೂರಿನ 15 ಮಂದಿ ಉದ್ಯಮಿಗಳನ್ನು ಈ ನಿಟ್ಟಿನಲ್ಲಿ: [516, 1244, 667, 1684]
- story5-dateline: ದೂರ ದೃಷ್ಟಿ ವಾರ್ತಾ: [211, 1776, 300, 1792]
- award-ceremony-photo: [854, 278, 1165, 486]
- story4-col1: ದೂರ ದೃಷ್ಟಿ ವಾರ್ತಾ ಮಂಗಳೂರು: ಶ್ರೀ ಕ್ಷೇತ್ರ ಧರ್ಮಸ್ಥಳ ಗ್ರಾಮಾಭಿವೃದ್ಧಿ ಯೋಜನೆಯ ವಿರುದ್ಧ ರಂಜನ್ ರಾವ್ ಯರ್ಡೂರು ಅನೇಕ ಆರೋಪಗಳನ್ನು ಮಾಡಿ, ಖಾಸಗಿ ಕೇಸ್ ದಾಖಲಿಸಿದ್ದು, ಸುಪ್ರೀಂಕೋರ್ಟ್ ಈ ಅರ್ಜಿಯನ್ನು ಸೆ. 8ರಂದು ತಳ್ಳಿ ಹಾಕಿದೆ. 8ರಂದು ದೂರುದಾರರ ಈ ಅರ್ಜಿಯು ಕರ್ನಾಟಕ ಉಚ್ಚ ನ್ಯಾಯಾಲಯದಲ್ಲಿ ಭಾರತದ ಸರ್ವೋಚ್ಚ ನ್ಯಾಯಾಲಯವು ಸೆ. 8ರ ಮನವಿಯನ್ನು ಆಲಿಸಿ, ಈ ದೂರು ಆಧಾರ ರಹಿತವಾಗಿರುವುದನ್ನು ಮನಗಂಡು, ದಾವೆಯನ್ನು ಪ್ರಾಥಮಿಕ ಹಂತದಲ್ಲೇ ವಜಾಗೊಳಿಸಿದೆ. ರಂಜನ್ ರಾವ್ ಮೊದಲು ಬೆಳ್ತಂಗಡಿಯ ಪ್ರಥಮ ದರ್ಜೆ ನ್ಯಾಯಾಲಯದಲ್ಲಿ ದೂರು ದಾಖಲು ಮಾಡಿದ್ದರು. ನ್ಯಾಯಾಲಯವು ಈ ಅರ್ಜಿಯನ್ನು ತಿರಸ್ಕರಿಸಿದಾಗ, ಪರಿಷ್ಕರಣೆಗಾಗಿ ಮಂಗಳೂರು ಜಿಲ್ಲಾ ನ್ಯಾಯಾಲಯದಲ್ಲಿ ದೂರುದಾರರು ದಾವೆ ಹೂಡಿದರು. ನಂತರ ಈ: [861, 1107, 1009, 1648]
- story4-col3: ಮಂಡಿಸಿದ್ದರು. ಅಲ್ಲದೇ ಶ್ರೀ ಕ್ಷೇತ್ರ ಧರ್ಮಸ್ಥಳದ ಧರ್ಮಾಧಿಕಾರಿಗಳಾದ ಡಾ.ಡಿ.ವೀರೇಂದ್ರ ಹೆಗ್ಗಡೆ ಯವರು ಈ ಸಂಸ್ಥೆಯನ್ನು ಒಂದು ಚಾರಿಟೇಬಲ್ ಟ್ರಸ್ಟ್ ಆಗಿ ಮಾಡಿ, ಇದರ ಮೂಲಕ ಅನೇಕ ಸಮಾಜ ಸೇವೆಗಳನ್ನು ಕೈಗೊಳ್ಳುತ್ತಿದ್ದಾರೆ. ಗ್ರಾಮಾಭಿವೃದ್ಧಿ ಯೋಜನೆಯ ಈ ಸಮಾಜ ಸೇವಾ ಕಾರ್ಯಕ್ರಮಗಳ ಯಶಸ್ಸನ್ನು ಸಹಿಸದ ದೂರುದಾರರು ಈ ದುರುದ್ದೇಶದಿಂದ ಸುಳ್ಳು ಆರೋಪಗಳನ್ನು ಮಾಡಿರುತ್ತಾರೆಂದು ವಾದಿಸಿದರು. ಧರ್ಮಸ್ಥಳ ಸಂಸ್ಥೆಗಳ ವಿರುದ್ಧ ನಿರಂತರ ವಾಗಿ ಸುಳ್ಳು ಆರೋಪಗಳನ್ನು ಮಾಡುವವರು ದೂರು ದಾರರಿಗೆ ಹವ್ಯಾಸವಾಗಿದೆ ಎಂಬುದನ್ನು ಮಾನ್ಯ ಉಚ್ಚ ನ್ಯಾಯಾಲಯಕ್ಕೆ: [1175, 1316, 1324, 1735]
- issue-date: ದಿನಾಂಕ : 10-09-2026 ಗುರುವಾರ Thursday: [700, 191, 1004, 210]
- story2-headline: ಗುರು ಅರಿವಿನ ಅನರ್ಘ್ಯ ರತ್ನ-ಡಾ ಅಮರ ಏರೋಳಕರ: [688, 229, 1291, 271]
